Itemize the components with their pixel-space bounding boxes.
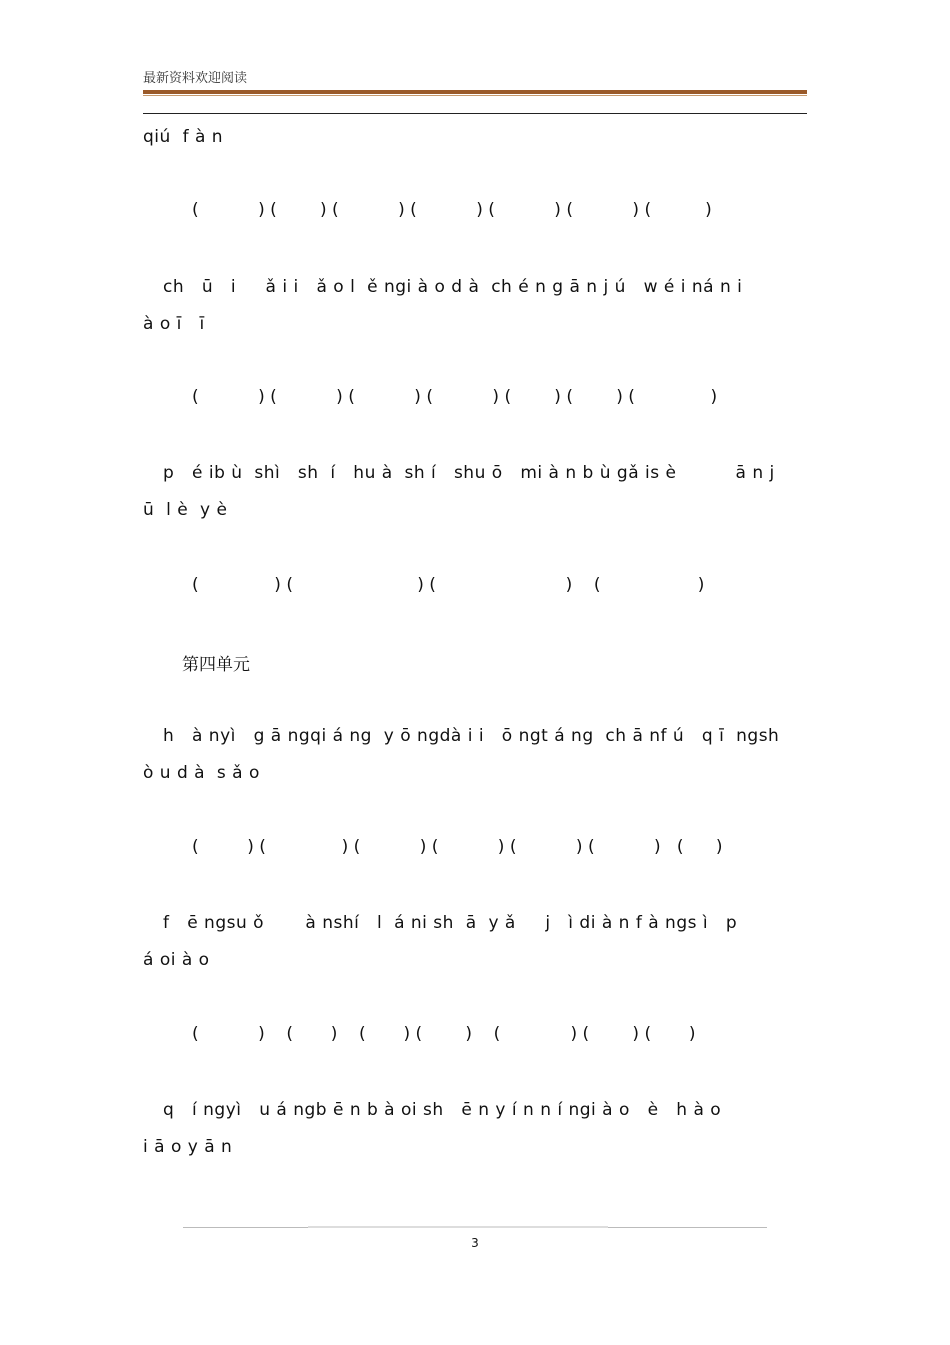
pinyin-line: à o ī ī [143,314,205,334]
header-rule-black [143,113,807,114]
answer-brackets: ( ) ( ) ( ) ( ) ( ) ( ) ( ) [192,837,723,857]
unit-title: 第四单元 [182,655,250,675]
answer-brackets: ( ) ( ) ( ) ( ) ( ) ( ) ( ) [192,387,718,407]
answer-brackets: ( ) ( ) ( ) ( ) ( ) ( ) ( ) [192,200,712,220]
pinyin-line: ò u d à s ǎ o [143,763,260,783]
page-number: 3 [471,1236,479,1250]
pinyin-line: qiú f à n [143,127,224,147]
answer-brackets: ( ) ( ) ( ) ( ) [192,575,705,595]
header-rule-thin [143,95,807,96]
pinyin-line: ch ū i ǎ i i ǎ o l ě ngi à o d à ch é n g ā n j ú w é i ná n i [163,277,743,297]
pinyin-line: h à nyì g ā ngqi á ng y ō ngdà i i ō ngt á ng ch ā nf ú q ī ngsh [163,726,780,746]
header-rule-thick [143,90,807,94]
answer-brackets: ( ) ( ) ( ) ( ) ( ) ( ) ( ) [192,1024,696,1044]
pinyin-line: á oi à o [143,950,210,970]
pinyin-line: ū l è y è [143,500,228,520]
pinyin-line: i ā o y ā n [143,1137,233,1157]
page-header-text: 最新资料欢迎阅读 [143,71,248,86]
footer-rule-accent [308,1226,608,1228]
pinyin-line: q í ngyì u á ngb ē n b à oi sh ē n y í n n í ngi à o è h à o [163,1100,722,1120]
pinyin-line: f ē ngsu ǒ à nshí l á ni sh ā y ǎ j ì di à n f à ngs ì p [163,913,738,933]
pinyin-line: p é ib ù shì sh í hu à sh í shu ō mi à n b ù gǎ is è ā n j [163,463,775,483]
